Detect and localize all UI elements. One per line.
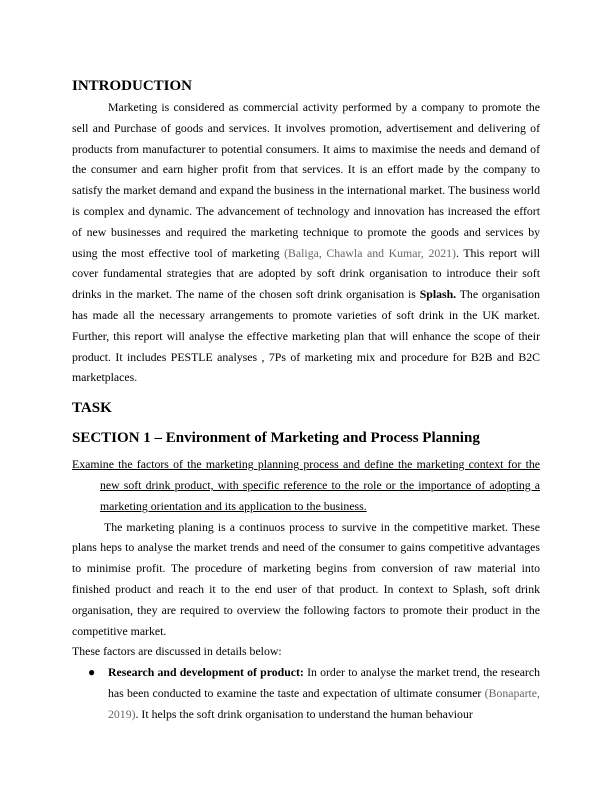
document-body <box>72 76 540 725</box>
intro-text-c: The organisation has made all the necessary arrangements to promote varieties of soft drink in the UK market. Further, this report will analyse the effective marketing plan that will enhance the scope of their product. It includes PESTLE analyses , 7Ps of marketing mix and procedure for B2B and B2C marketplaces. <box>72 287 540 385</box>
intro-text-b: . This report will cover fundamental strategies that are adopted by soft drink organisation to introduce their soft drinks in the market. The name of the chosen soft drink organisation is <box>72 245 541 302</box>
intro-text-a: Marketing is considered as commercial activity performed by a company to promote the sell and Purchase of goods and services. It involves promotion, advertisement and delivering of products from manufacturer to potential consumers. It aims to maximise the needs and demand of the consumer and earn higher profit from that services. It is an effort made by the company to satisfy the market demand and expand the business in the international market. The business world is complex and dynamic. The advancement of technology and innovation has increased the effort of new businesses and required the marketing technique to promote the goods and services by using the most effective tool of marketing <box>72 100 540 260</box>
bullet-lead: Research and development of product: <box>108 665 304 680</box>
introduction-paragraph <box>72 97 540 388</box>
task-question: Examine the factors of the marketing planning process and define the marketing context for the new soft drink product, with specific reference to the role or the importance of adopting a marketing orientation and its application to the business. <box>72 457 540 513</box>
section-1-heading: SECTION 1 – Environment of Marketing and Process Planning <box>72 430 480 447</box>
intro-citation: (Baliga, Chawla and Kumar, 2021) <box>284 245 456 260</box>
bullet-text-b: . It helps the soft drink organisation to understand the human behaviour <box>135 706 473 721</box>
list-item <box>72 662 540 724</box>
bullet-citation: (Bonaparte, 2019) <box>108 685 540 721</box>
factors-intro: These factors are discussed in details below: <box>72 644 282 659</box>
section-1-paragraph: The marketing planing is a continuos process to survive in the competitive market. These plans heps to analyse the market trends and need of the consumer to gains competitive advantages to minimise profit. The procedure of marketing begins from conversion of raw material into finished product and reach it to the end user of that product. In context to Splash, soft drink organisation, they are required to overview the following factors to promote their product in the competitive market. <box>72 519 540 638</box>
introduction-heading: INTRODUCTION <box>72 78 193 94</box>
task-heading: TASK <box>72 400 112 417</box>
bullet-text-a: In order to analyse the market trend, the research has been conducted to examine the taste and expectation of ultimate consumer <box>108 665 540 700</box>
organisation-name: Splash. <box>419 287 457 302</box>
bullet-icon: ● <box>88 665 96 680</box>
factors-list <box>72 662 540 724</box>
